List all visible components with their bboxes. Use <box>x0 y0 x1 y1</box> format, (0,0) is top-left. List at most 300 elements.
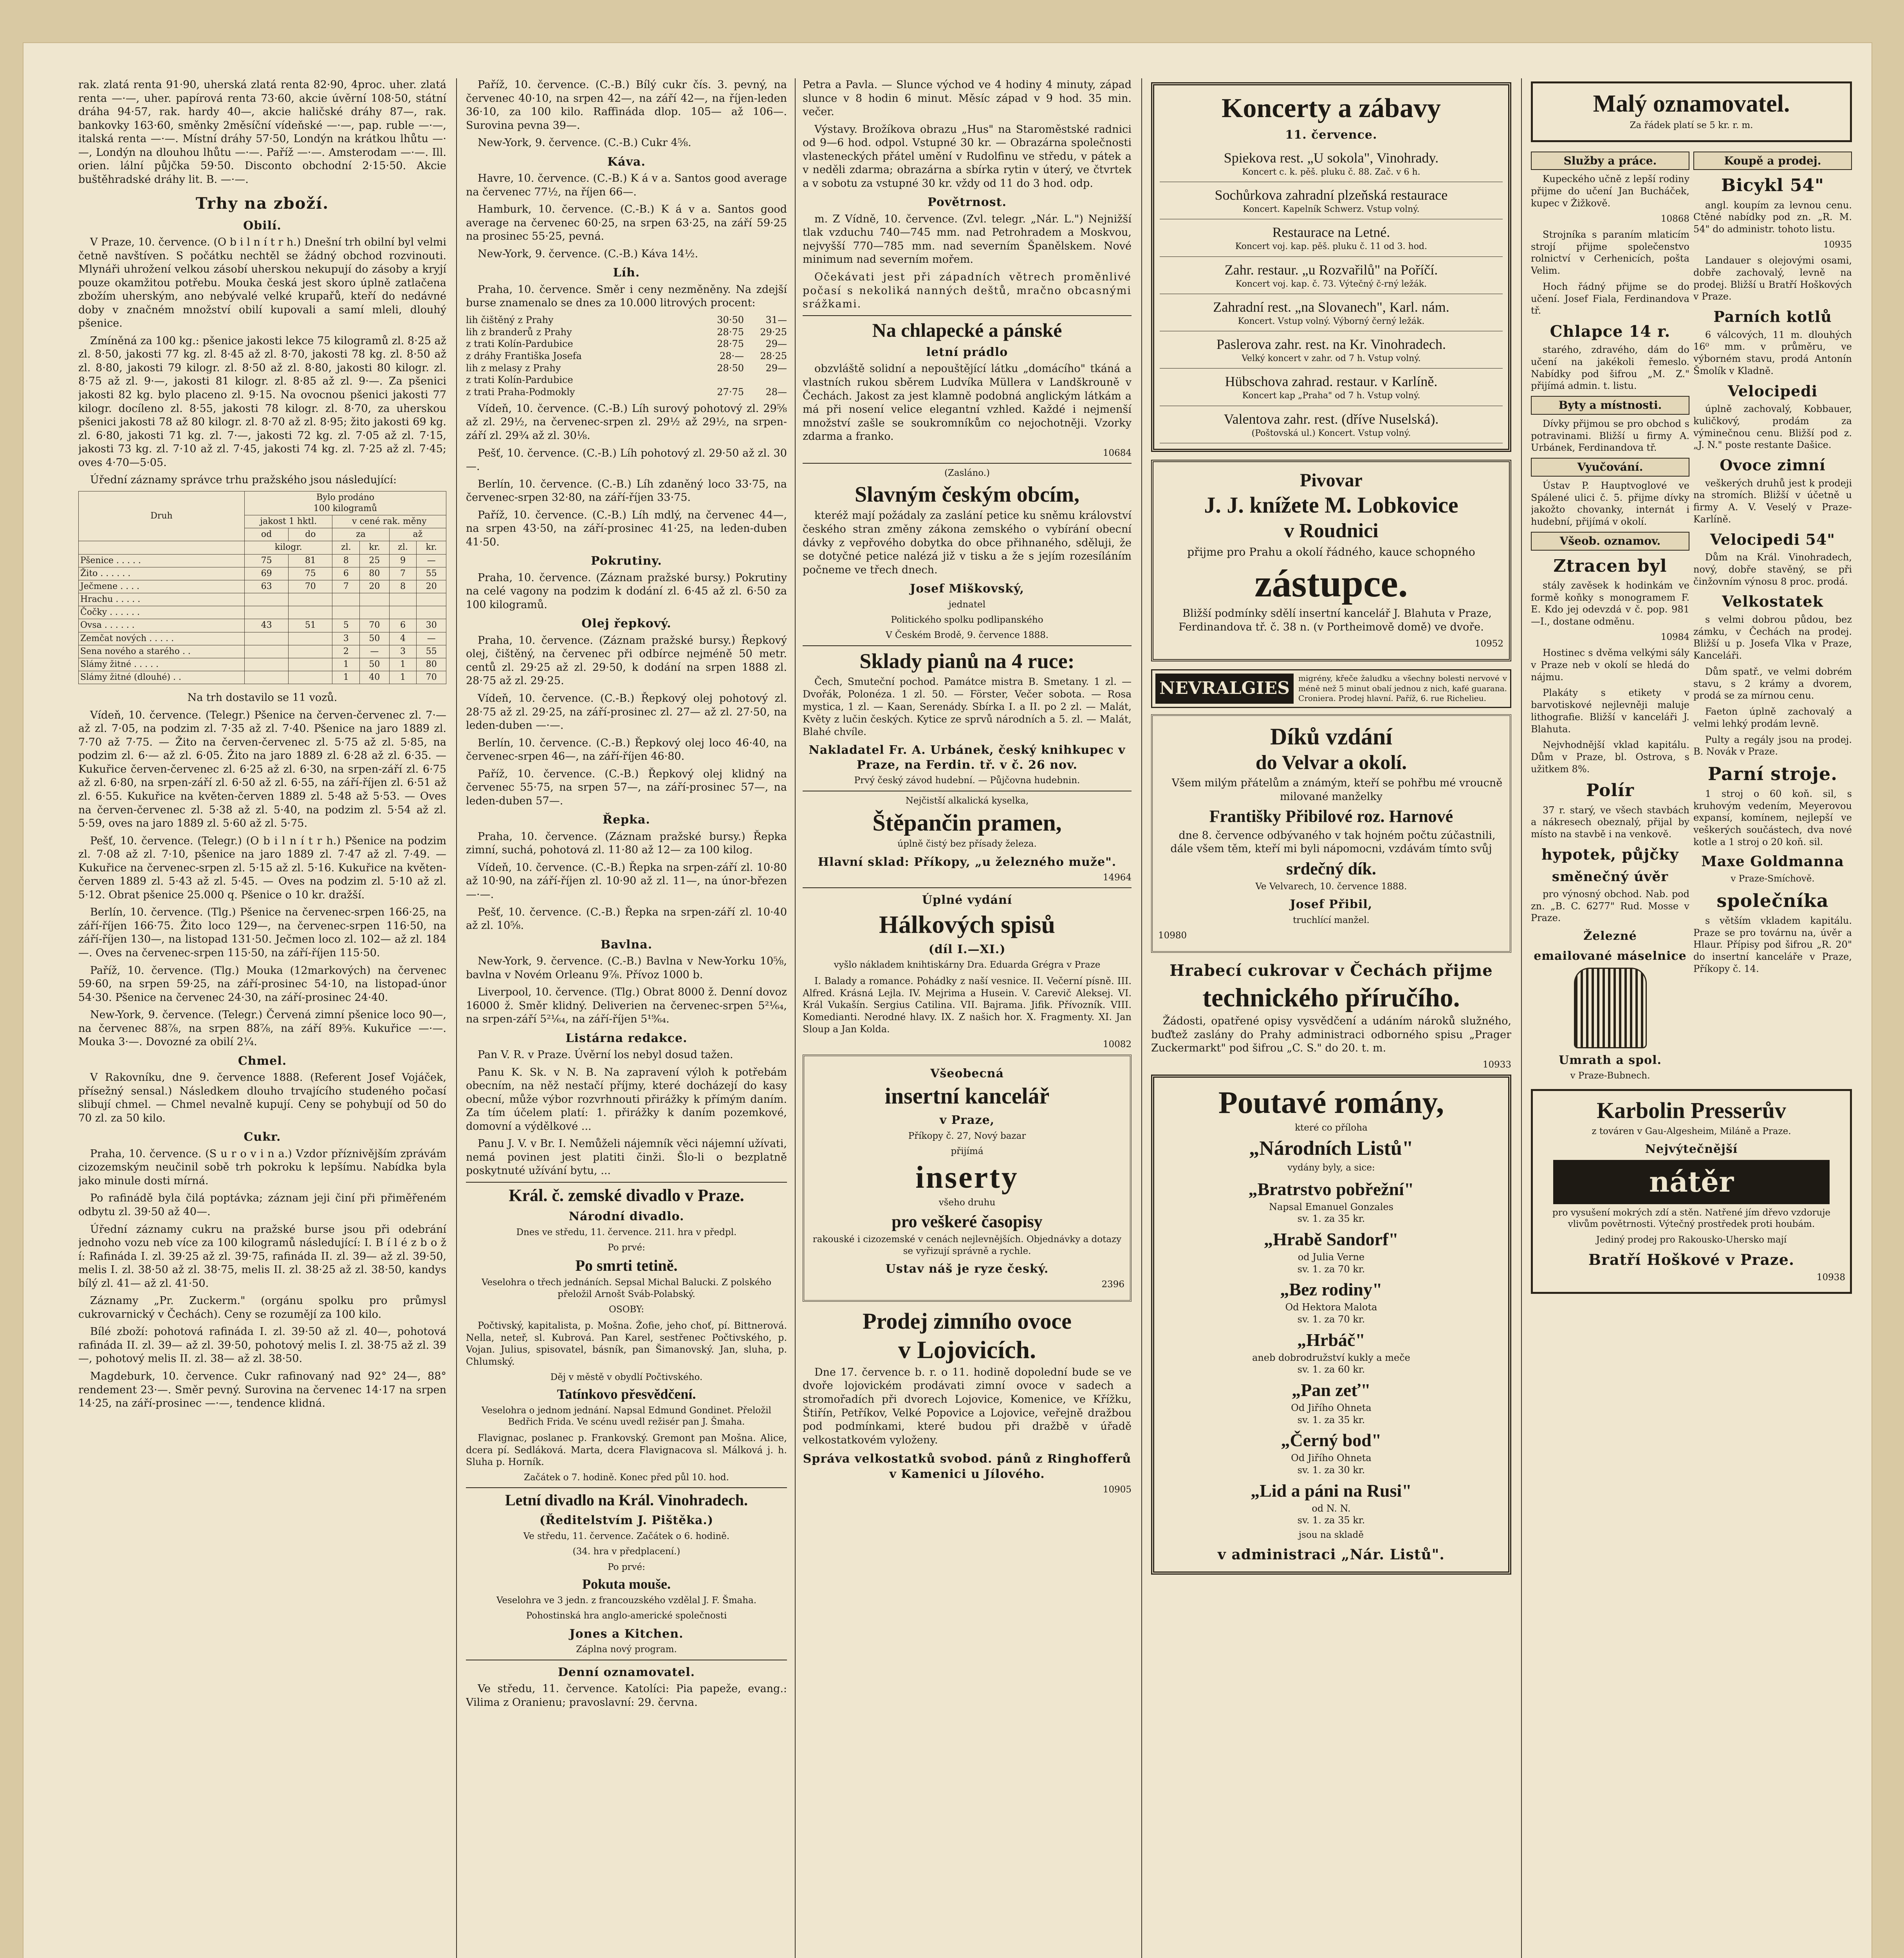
table-cell: 70 <box>417 671 446 684</box>
list-item-value: 27·75 <box>717 387 744 398</box>
table-header: kr. <box>360 541 389 554</box>
article-paragraph: Ve středu, 11. července. Katolíci: Pia papeže, evang.: Vilima z Oranienu; pravoslavní: 29. června. <box>466 1682 787 1709</box>
play-title: Pokuta mouše. <box>582 1576 671 1592</box>
ad-subheading: Nejčistší alkalická kyselka, <box>905 795 1029 806</box>
theatre-heading: Král. č. zemské divadlo v Praze. <box>509 1186 744 1205</box>
table-cell: Zemčat nových . . . . . <box>79 632 245 645</box>
list-item <box>466 338 787 350</box>
ad-text: vyšlo nákladem knihtiskárny Dra. Eduarda Grégra v Praze <box>834 960 1101 970</box>
article-paragraph: Úřední záznamy správce trhu pražského jsou následující: <box>90 474 397 486</box>
article-paragraph: Záznamy „Pr. Zuckerm." (orgánu spolku pro průmysl cukrovarnický v Čechách). Ceny se rozumějí za 100 kilo. <box>78 1295 446 1320</box>
article-paragraph: Hamburk, 10. července. (C.-B.) K á v a. Santos good average na červenec 60·25, na srpen 63·25, na září 59·25 na prosinec 55·25, pevná. <box>466 203 787 243</box>
category-label: Služby a práce. <box>1531 152 1689 170</box>
ad-text: všeho druhu <box>938 1198 996 1208</box>
list-item <box>466 386 787 398</box>
category-label: Všeob. oznamov. <box>1531 532 1689 551</box>
table-cell: Slámy žitné . . . . . <box>79 658 245 671</box>
ad-text: přijme pro Prahu a okolí řádného, kauce schopného <box>1187 545 1475 558</box>
column-market-reports <box>78 78 446 1958</box>
notice-name: Františky Přibilové roz. Harnové <box>1209 807 1453 826</box>
ad-text: jsou na skladě <box>1299 1530 1364 1540</box>
classified-ad: Landauer s olejovými osami, dobře zachovalý, levně na prodej. Bližší u Bratří Hoškových v Praze. <box>1693 255 1852 302</box>
table-cell: 50 <box>360 658 389 671</box>
article-paragraph: Pešť, 10. července. (C.-B.) Řepka na srpen-září zl. 10·40 až zl. 10⅝. <box>466 906 787 932</box>
article-paragraph: Liverpool, 10. července. (Tlg.) Obrat 8000 ž. Denní dovoz 16000 ž. Směr klidný. Deliverien na červenec-srpen 5²¹⁄₆₄, na srpen-září 5²¹⁄₆₄, na září-říjen 5¹⁹⁄₆₄. <box>466 986 787 1026</box>
table-cell <box>360 593 389 606</box>
theatre-subheading: Národní divadlo. <box>568 1210 684 1224</box>
theatre-date: Dnes ve středu, 11. července. 211. hra v předpl. <box>516 1227 737 1237</box>
table-row <box>79 554 446 567</box>
table-row <box>79 632 446 645</box>
article-paragraph: Vídeň, 10. července. (Telegr.) Pšenice na červen-červenec zl. 7·— až zl. 7·05, na podzim zl. 7·35 až zl. 7·40. Pšenice na jaro 1889 zl. 7·70 až 7·75. — Žito na červen-červenec zl. 5·75 až zl. 5·85, na podzim zl. 6·— až zl. 6·05. Žito na jaro 1889 zl. 6·28 až zl. 6·35. — Kukuřice červen-červenec zl. 6·25 až zl. 6·30, na srpen-září zl. 6·75 až zl. 6·80, na srpen-září zl. 6·50 až zl. 6·55, na září-říjen zl. 6·51 až zl. 6·55. Kukuřice na květen-červen 1889 zl. 5·48 až 5·53. — Oves na červen-červenec zl. 5·38 až zl. 5·40, na podzim zl. 5·54 až zl. 5·59, oves na jaro 1889 zl. 5·60 až zl. 5·75. <box>78 709 446 830</box>
venue-name: Zahradní rest. „na Slovanech", Karl. nám. <box>1213 299 1449 315</box>
ad-text: z továren v Gau-Algesheim, Miláně a Praze. <box>1592 1126 1791 1136</box>
classified-ad: stály zavěsek k hodinkám ve formě koňky s monogramem F. E. Kdo jej odevzdá v č. pop. 981—I., dostane odměnu. <box>1531 580 1689 627</box>
play-time: Začátek o 7. hodině. Konec před půl 10. hod. <box>524 1472 729 1483</box>
table-header <box>79 541 245 554</box>
table-cell <box>332 606 360 619</box>
ad-heading: Karbolin Presserův <box>1597 1097 1786 1123</box>
category-label: Koupě a prodej. <box>1693 152 1852 170</box>
classified-ad: Faeton úplně zachovalý a velmi lehký prodám levně. <box>1693 706 1852 729</box>
table-header: až <box>389 528 446 541</box>
novel-price: sv. 1. za 60 kr. <box>1297 1364 1365 1375</box>
ad-text: pro vysušení mokrých zdí a stěn. Natřené jím dřevo vzdoruje vlivům povětrnosti. Výtečný prostředek proti houbám. <box>1552 1207 1831 1230</box>
ad-heading: zástupce. <box>1254 562 1408 605</box>
ad-number: 10933 <box>1482 1059 1511 1070</box>
novel-price: sv. 1. za 35 kr. <box>1297 1414 1365 1425</box>
venue-name: Hübschova zahrad. restaur. v Karlíně. <box>1225 374 1438 390</box>
ad-heading: Prodej zimního ovoce <box>863 1308 1072 1334</box>
play-note: Záplna nový program. <box>576 1644 677 1655</box>
table-cell: Hrachu . . . . . <box>79 593 245 606</box>
divider <box>803 645 1132 646</box>
novel-price: sv. 1. za 35 kr. <box>1297 1213 1365 1225</box>
venue-list <box>1160 145 1503 443</box>
article-paragraph: Panu J. V. v Br. I. Nemůželi nájemník věci nájemní užívati, nemá povinen jest platiti činži. Šlo-li o bezplatně poskytnuté užívání bytu, ... <box>466 1138 787 1177</box>
ad-number: 10935 <box>1823 239 1852 250</box>
subheading-sugar: Cukr. <box>244 1130 281 1144</box>
ad-number: 2396 <box>1101 1279 1124 1290</box>
table-cell <box>244 606 288 619</box>
ad-heading: technického příručího. <box>1202 982 1460 1012</box>
table-cell: Pšenice . . . . . <box>79 554 245 567</box>
novel-author: aneb dobrodružství kukly a meče <box>1252 1352 1410 1363</box>
classified-ad: v Praze-Smíchově. <box>1731 873 1815 884</box>
article-paragraph: Bílé zboží: pohotová rafináda I. zl. 39·50 až zl. 40—, pohotová rafináda II. zl. 39— až zl. 39·50, pohotový melis I. zl. 38·75 až zl. 39—, pohotový melis II. zl. 38— až zl. 38·50. <box>78 1326 446 1365</box>
table-cell <box>289 645 332 658</box>
classified-ad: s velmi dobrou půdou, bez zámku, v Čechách na prodej. Bližší u p. Josefa Vlka v Praze, Kanceláři. <box>1693 614 1852 661</box>
table-header: v cené rak. měny <box>332 515 446 528</box>
theatre-subheading: (Ředitelstvím J. Pištěka.) <box>539 1514 714 1528</box>
ad-heading: Hálkových spisů <box>879 910 1055 938</box>
novel-title: „Lid a páni na Rusi" <box>1251 1480 1412 1501</box>
divider <box>466 1182 787 1183</box>
article-paragraph: Berlín, 10. července. (C.-B.) Líh zdaněný loco 33·75, na červenec-srpen 32·80, na září-říjen 33·75. <box>466 478 787 504</box>
ad-heading: NEVRALGIES <box>1155 674 1294 704</box>
table-cell: 7 <box>389 567 417 580</box>
novel-author: Od Hektora Malota <box>1285 1302 1377 1313</box>
ad-number: 10082 <box>1103 1039 1132 1050</box>
ad-text: které co příloha <box>1295 1123 1368 1133</box>
ad-text: úplně čistý bez přísady železa. <box>897 839 1037 849</box>
classified-heading: Polír <box>1586 780 1634 801</box>
list-item-value <box>701 374 744 386</box>
table-cell <box>244 645 288 658</box>
insert-office-ad <box>803 1055 1132 1302</box>
ad-heading: insertní kancelář <box>884 1083 1050 1109</box>
table-header: Bylo prodáno 100 kilogramů <box>244 491 446 515</box>
column-rule <box>1521 78 1522 1958</box>
list-item-value: 28·— <box>719 350 744 362</box>
notice-text: kteréž mají požádaly za zaslání petice ku sněmu království českého stran změny zákona zemského o vybírání obecní dávky z vepřového dobytka do obce přihnaného, sděluji, že se dotyčné petice nalézá již v tisku a že s jejím rozesíláním počneme ve třech dnech. <box>803 509 1132 576</box>
venue-description: Koncert. Vstup volný. Výborný černý ležák. <box>1238 316 1425 326</box>
table-row <box>79 645 446 658</box>
table-row <box>79 580 446 593</box>
venue-item <box>1160 219 1503 256</box>
venue-description: Koncert voj. kap. pěš. pluku č. 11 od 3. hod. <box>1235 242 1428 252</box>
novel-author: od N. N. <box>1312 1503 1351 1514</box>
theatre-heading: Letní divadlo na Král. Vinohradech. <box>505 1491 748 1509</box>
table-cell: 2 <box>332 645 360 658</box>
novel-author: Od Jiřího Ohneta <box>1291 1452 1372 1464</box>
ad-text: přijímá <box>951 1146 984 1157</box>
classified-ad: Strojníka s paraním mlaticím strojí přijme společenstvo rolnictví v Cerhenicích, pošta Velim. <box>1531 229 1689 276</box>
table-cell: 50 <box>360 632 389 645</box>
column-rule <box>456 78 457 1958</box>
ad-heading: nátěr <box>1553 1160 1830 1204</box>
article-paragraph: Paříž, 10. července. (C.-B.) Bílý cukr čís. 3. pevný, na červenec 40·10, na srpen 42—, na září 42—, na říjen-leden 36·10, za 100 kilo. Raffináda dlop. 105— až 106—. Surovina pevna 39—. <box>466 79 787 132</box>
table-cell <box>360 606 389 619</box>
classified-heading: Železné <box>1583 929 1637 943</box>
table-cell: 55 <box>417 567 446 580</box>
ad-subheading: Všeobecná <box>930 1066 1004 1080</box>
classified-ad: pro výnosný obchod. Nab. pod zn. „B. C. 6277" Rud. Mosse v Praze. <box>1531 888 1689 924</box>
venue-name: Valentova zahr. rest. (dříve Nuselská). <box>1224 411 1439 427</box>
table-cell: Ječmene . . . . <box>79 580 245 593</box>
list-item-label: lih z melasy z Prahy <box>466 362 561 374</box>
article-paragraph: Berlín, 10. července. (Tlg.) Pšenice na červenec-srpen 166·25, na září-říjen 166·75. Žito loco 129—, na červenec-srpen 116·50, na září-říjen 130—, na listopad 131·50. Ječmen loco zl. 102— až zl. 184—. Oves na červenec-srpen 115·50, na září-říjen 115·50. <box>78 906 446 959</box>
ad-heading: pro veškeré časopisy <box>892 1212 1043 1231</box>
venue-description: (Poštovská ul.) Koncert. Vstup volný. <box>1251 428 1411 438</box>
theatre-note: Po prvé: <box>608 1562 645 1572</box>
stock-quotes: rak. zlatá renta 91·90, uherská zlatá renta 82·90, 4proc. uher. zlatá renta —·—, uher. papírová renta 73·60, akcie úvěrní 108·50, státní dráha 94·57, rak. hardy 40—, akcie haličské dráhy 87—, rak. bankovky 163·60, směnky 2měsíční vídeňské —·—, pap. ruble —·—, italská renta —·—. Místní dráhy 57·50, Londýn na krátkou lhůtu —·—, Londýn na dlouhou lhůtu —·—. Paříž —·—. Amsterodam —·—. Ill. orien. lální půjčka 59·50. Disconto obchodní 2·15·50. Akcie buštěhradské dráhy lit. B. —·—. <box>78 79 446 186</box>
subheading-weather: Povětrnost. <box>928 195 1007 210</box>
column-rule <box>1141 78 1142 1958</box>
venue-item <box>1160 294 1503 331</box>
novel-title: „Bez rodiny" <box>1280 1279 1382 1300</box>
list-item-value <box>744 374 787 386</box>
novel-item <box>1160 1379 1503 1426</box>
play-note: Pohostinská hra anglo-americké společnosti <box>526 1611 727 1621</box>
classifieds-header <box>1531 81 1852 142</box>
ad-text: Jediný prodej pro Rakousko-Uhersko mají <box>1596 1234 1787 1245</box>
ad-heading: Štěpančin pramen, <box>872 810 1062 836</box>
ad-heading: inserty <box>915 1160 1019 1195</box>
article-paragraph: Na trh dostavilo se 11 vozů. <box>187 692 337 704</box>
classified-ad: Hoch řádný přijme se do učení. Josef Fiala, Ferdinandova tř. <box>1531 281 1689 316</box>
column-concerts-ads <box>1151 78 1511 1958</box>
classified-ad: 37 r. starý, ve všech stavbách a nákresech obeznalý, přijal by místo na stavbě i na venkově. <box>1531 804 1689 840</box>
table-cell: Slámy žitné (dlouhé) . . <box>79 671 245 684</box>
play-title: Tatínkovo přesvědčení. <box>557 1386 696 1402</box>
novel-author: Napsal Emanuel Gonzales <box>1269 1201 1393 1212</box>
ad-heading: v Lojovicích. <box>898 1335 1036 1364</box>
novel-title: „Černý bod" <box>1281 1430 1382 1450</box>
subheading-rapeseed: Řepka. <box>603 813 650 827</box>
ad-number: 10938 <box>1816 1272 1845 1282</box>
column-classifieds <box>1531 78 1852 1958</box>
ad-subheading: Pivovar <box>1300 470 1363 491</box>
novel-price: sv. 1. za 30 kr. <box>1297 1464 1365 1476</box>
table-cell: 6 <box>389 619 417 632</box>
subheading-grain: Obilí. <box>243 219 282 233</box>
article-paragraph: New-York, 9. července. (C.-B.) Káva 14½. <box>478 247 698 260</box>
novels-ad <box>1151 1075 1511 1575</box>
article-paragraph: Vídeň, 10. července. (C.-B.) Řepkový olej pohotový zl. 28·75 až zl. 29·25, na září-prosinec zl. 27— až zl. 27·50, na leden-duben —·—. <box>466 692 787 732</box>
novel-item <box>1160 1329 1503 1376</box>
novel-price: sv. 1. za 70 kr. <box>1297 1313 1365 1325</box>
guest-performers: Jones a Kitchen. <box>569 1627 684 1641</box>
list-item-value: 31— <box>765 314 787 325</box>
table-cell: 6 <box>332 567 360 580</box>
list-item <box>466 362 787 374</box>
article-paragraph: Zmíněná za 100 kg.: pšenice jakosti lekce 75 kilogramů zl. 8·25 až zl. 8·50, jakosti 77 kg. zl. 8·45 až zl. 8·70, jakosti 78 kg. zl. 8·50 až zl. 8·80, jakosti 79 kilogr. zl. 8·50 až zl. 8·80, jakosti 80 kilogr. zl. 8·75 až zl. 9·—, jakosti 81 kilogr. zl. 8·85 až zl. 9·—. Za pšenici jakosti 82 kg. bylo placeno zl. 9·15. Na ovocnou pšenici jakosti 77 kilogr. docíleno zl. 8·55, jakosti 78 kilogr. zl. 8·70, za uherskou pšenici jakosti 78 až 80 kilogr. zl. 8·70 až zl. 8·95; žito jakosti 69 kg. zl. 6·80, jakosti 71 kg. zl. 7·—, jakosti 72 kg. zl. 7·05 až zl. 7·15, jakosti 73 kg. zl. 7·10 až zl. 7·45, jakosti 74 kg. zl. 7·25 až zl. 7·45; oves 4·70—5·05. <box>78 334 446 469</box>
classified-ad: Nejvhodnější vklad kapitálu. Dům v Praze, bl. Ostrova, s užitkem 8%. <box>1531 739 1689 775</box>
table-cell: 3 <box>389 645 417 658</box>
ad-number: 10980 <box>1158 930 1187 941</box>
section-heading-commodities: Trhy na zboží. <box>195 194 329 213</box>
ad-address: v administraci „Nár. Listů". <box>1218 1546 1445 1563</box>
list-item-value: 28·50 <box>717 362 744 374</box>
classified-heading: hypotek, půjčky <box>1541 845 1679 863</box>
column-notices-ads <box>803 78 1132 1958</box>
play-description: Veselohra o třech jednáních. Sepsal Michal Balucki. Z polského přeložil Arnošt Sváb-Polabský. <box>481 1277 772 1299</box>
article-paragraph: Petra a Pavla. — Slunce východ ve 4 hodiny 4 minuty, západ slunce v 8 hodin 6 minut. Měsíc západ v 9 hod. 35 min. večer. <box>803 79 1132 118</box>
cast-list: Flavignac, poslanec p. Frankovský. Gremont pan Mošna. Alice, dcera pí. Sedláková. Marta, dcera Flavignacova sl. Málková j. h. Sluha p. Horník. <box>466 1432 787 1468</box>
table-cell: Čočky . . . . . . <box>79 606 245 619</box>
table-cell: 7 <box>332 580 360 593</box>
ad-text: Prvý český závod hudební. — Půjčovna hudebnin. <box>854 775 1080 786</box>
table-row <box>79 671 446 684</box>
venue-name: Restaurace na Letné. <box>1272 224 1390 240</box>
list-item-label: lih čištěný z Prahy <box>466 314 554 325</box>
classified-heading: Umrath a spol. <box>1559 1053 1662 1067</box>
table-header: jakost 1 hktl. <box>244 515 332 528</box>
ad-subheading: (díl I.—XI.) <box>928 943 1006 957</box>
column-rule <box>795 78 796 1958</box>
signature-title: truchlící manžel. <box>1293 915 1370 925</box>
ad-text: Bližší podmínky sdělí insertní kancelář J. Blahuta v Praze, Ferdinandova tř. č. 38 n. (v Portheimově domě) ve dvoře. <box>1178 607 1492 634</box>
venue-description: Koncert. Kapelník Schwerz. Vstup volný. <box>1243 204 1420 215</box>
table-cell <box>289 606 332 619</box>
ad-number: 10868 <box>1660 213 1689 224</box>
table-header: zl. <box>332 541 360 554</box>
article-paragraph: Praha, 10. července. (Záznam pražské bursy.) Řepka zimní, suchá, pohotová zl. 11·80 až 12— za 100 kilog. <box>466 830 787 856</box>
novel-item <box>1160 1178 1503 1225</box>
table-cell: 51 <box>289 619 332 632</box>
novel-title: „Hrbáč" <box>1297 1329 1365 1350</box>
table-cell <box>417 606 446 619</box>
theatre-note: Po prvé: <box>608 1243 645 1253</box>
article-paragraph: m. Z Vídně, 10. července. (Zvl. telegr. „Nár. L.") Nejnižší tlak vzduchu 740—745 mm. nad Petrohradem a Moskvou, nejvyšší 770—785 mm. nad severním Španělskem. Nové minimum nad severním mořem. <box>803 213 1132 266</box>
table-cell: 20 <box>417 580 446 593</box>
venue-description: Koncert voj. kap. č. 73. Výtečný č-rný ležák. <box>1235 279 1427 289</box>
ad-text: rakouské i cizozemské v cenách nejlevnějších. Objednávky a dotazy se vyřizují správně a rychle. <box>812 1234 1122 1256</box>
list-item-label: z trati Praha-Podmokly <box>466 387 575 398</box>
classifieds-rate: Za řádek platí se 5 kr. r. m. <box>1630 120 1753 131</box>
classified-heading: Maxe Goldmanna <box>1701 853 1844 870</box>
concerts-date: 11. července. <box>1285 128 1377 142</box>
butter-churn-illustration <box>1574 968 1647 1048</box>
classified-ad: Pulty a regály jsou na prodej. B. Novák v Praze. <box>1693 734 1852 757</box>
notice-heading: do Velvar a okolí. <box>1255 751 1407 774</box>
table-header: kilogr. <box>244 541 332 554</box>
table-row <box>79 619 446 632</box>
venue-name: Spiekova rest. „U sokola", Vinohrady. <box>1224 150 1439 166</box>
notice-date: V Českém Brodě, 9. července 1888. <box>885 630 1049 641</box>
table-cell <box>389 606 417 619</box>
table-cell: Sena nového a starého . . <box>79 645 245 658</box>
article-paragraph: Praha, 10. července. (Záznam pražské bursy.) Pokrutiny na celé vagony na podzim k dodání zl. 6·45 až zl. 6·50 za 100 kilogramů. <box>466 571 787 611</box>
article-paragraph: Výstavy. Brožíkova obrazu „Hus" na Staroměstské radnici od 9—6 hod. odpol. Vstupné 30 kr. — Obrazárna společnosti vlasteneckých přátel umění v Rudolfinu ve středu, v pátek a v neděli zdarma; obrazárna a sbírka rytin v úterý, ve čtvrtek a v sobotu za vstupné 30 kr. vždy od 11 do 3 hod. odp. <box>803 123 1132 190</box>
play-setting: Děj v městě v obydlí Počtivského. <box>550 1372 703 1382</box>
subheading-spirits: Líh. <box>613 266 640 280</box>
signature-title: jednatel <box>948 599 986 610</box>
notice-text: Všem milým přátelům a známým, kteří se pohřbu mé vroucně milované manželky <box>1171 777 1503 803</box>
venue-item <box>1160 406 1503 443</box>
subheading-rapeseed-oil: Olej řepkový. <box>581 617 671 631</box>
article-paragraph: V Rakovníku, dne 9. července 1888. (Referent Josef Vojáček, přísežný sensal.) Následkem dlouho trvajícího studeného počasí slibují chmel. — Chmel nevalně kupují. Ceny se pohybují od 50 do 70 zl. za 50 kilo. <box>78 1071 446 1124</box>
classifieds-grid <box>1531 148 1852 1086</box>
venue-name: Zahr. restaur. „u Rozvařilů" na Poříčí. <box>1224 262 1438 278</box>
list-item-value: 28·25 <box>760 350 787 362</box>
table-header: zl. <box>389 541 417 554</box>
table-row <box>79 658 446 671</box>
table-cell <box>289 632 332 645</box>
classified-ad: v Praze-Bubnech. <box>1570 1071 1650 1081</box>
article-paragraph: Úřední záznamy cukru na pražské burse jsou při odebrání jednoho vozu neb více za 100 kilogramů následující: I. B í l é z b o ž í: Rafináda I. zl. 39·25 až zl. 39·75, rafináda II. zl. 39— až zl. 39·50, melis I. zl. 38·50 až zl. 38·75, melis II. zl. 38·25 až zl. 38·50, kandys bílý zl. 41— až zl. 41·50. <box>78 1223 446 1290</box>
article-paragraph: Praha, 10. července. (Záznam pražské bursy.) Řepkový olej, čištěný, na červenec při odbírce nejméně 50 metr. centů zl. 29·25 až zl. 29·50, k dodání na srpen 1888 zl. 28·75 až zl. 29·25. <box>466 634 787 687</box>
table-cell: Žito . . . . . . <box>79 567 245 580</box>
subheading-cotton: Bavlna. <box>600 937 653 952</box>
signature-title: Politického spolku podlipanského <box>891 615 1043 625</box>
classified-ad: Plakáty s etikety v barvotiskové nejlevněji maluje lithografie. Bližší v kanceláři J. Blahuta. <box>1531 687 1689 735</box>
notice-date: Ve Velvarech, 10. července 1888. <box>1255 881 1407 892</box>
table-cell <box>332 593 360 606</box>
ad-text: Čech, Smuteční pochod. Památce mistra B. Smetany. 1 zl. — Dvořák, Polonéza. 1 zl. 50. — Förster, Večer sobota. — Rosa mystica, 1 zl. — Kaan, Serenády. Sbírka I. a II. po 2 zl. — Malát, Květy z lučin českých. Kytice ze sprvů národních a 5. zl. — Malát, Blahé chvíle. <box>803 676 1132 737</box>
article-paragraph: Paříž, 10. července. (C.-B.) Řepkový olej klidný na červenec 55·75, na srpen 57—, na září-prosinec 57—, na leden-duben 57—. <box>466 768 787 807</box>
table-cell: 5 <box>332 619 360 632</box>
table-cell: — <box>417 554 446 567</box>
table-cell: 1 <box>389 671 417 684</box>
table-cell: 70 <box>289 580 332 593</box>
classified-ad: s větším vkladem kapitálu. Praze se pro továrnu na, úvěr a Hlaur. Přípisy pod šifrou „R. 20" do insertní kanceláře v Praze, Příkopy č. 14. <box>1693 915 1852 974</box>
ad-address: Příkopy č. 27, Nový bazar <box>908 1131 1026 1141</box>
classified-heading: směnečný úvěr <box>1552 869 1669 885</box>
play-description: Veselohra o jednom jednání. Napsal Edmund Gondinet. Přeložil Bedřich Frida. Ve scénu uvedl režisér pan J. Šmaha. <box>482 1405 771 1427</box>
venue-item <box>1160 182 1503 219</box>
article-paragraph: Po rafinádě byla čilá poptávka; záznam jeji činí při přiměřeném odbytu zl. 39·50 až 40—. <box>78 1192 446 1218</box>
classified-ad: úplně zachovalý, Kobbauer, kuličkový, prodám za výminečnou cenu. Bližší pod z. „J. N." poste restante Dašice. <box>1693 403 1852 451</box>
divider <box>466 1487 787 1488</box>
table-cell: 20 <box>360 580 389 593</box>
classified-ad: 6 válcových, 11 m. dlouhých 16⁰ mm. v průměru, ve výborném stavu, prodá Antonín Šmolík v Kladně. <box>1693 329 1852 376</box>
theatre-note: (34. hra v předplacení.) <box>572 1546 680 1557</box>
venue-item <box>1160 145 1503 182</box>
table-cell: 75 <box>244 554 288 567</box>
ad-heading: Na chlapecké a pánské <box>872 319 1062 341</box>
divider <box>803 887 1132 888</box>
list-item-value: 29·25 <box>760 326 787 338</box>
classified-ad: veškerých druhů jest k prodeji na stromích. Bližší v účetně u firmy A. V. Veselý v Praze-Karlíně. <box>1693 477 1852 525</box>
classified-heading: Ovoce zimní <box>1720 456 1826 474</box>
table-cell: 8 <box>389 580 417 593</box>
table-cell: 25 <box>360 554 389 567</box>
classified-heading: Velkostatek <box>1722 592 1823 611</box>
table-cell: 80 <box>360 567 389 580</box>
ad-signature: Bratří Hoškové v Praze. <box>1588 1250 1795 1268</box>
article-paragraph: V Praze, 10. července. (O b i l n í t r h.) Dnešní trh obilní byl velmi četně navštíven. S počátku nechtěl se žádný obchod rozvinouti. Mlynáři uhrožení velkou zásobí uherskou nekupují do zásoby a kryjí pouze okamžitou potřebu. Mouka česká jest skoro úplně zatlačena zbožím uherským, ano nebývalé velké krupařů, kteří do nedávné doby v značném množství obilí kupovali a samí mleli, dlouhý pšenice. <box>78 236 446 330</box>
ad-number: 14964 <box>1103 872 1132 883</box>
table-cell <box>244 593 288 606</box>
venue-name: Sochůrkova zahradní plzeňská restaurace <box>1215 187 1448 203</box>
article-paragraph: Pešť, 10. července. (Telegr.) (O b i l n í t r h.) Pšenice na podzim zl. 7·08 až zl. 7·10, pšenice na jaro 1889 zl. 7·47 až zl. 7·49. — Kukuřice na červenec-srpen zl. 5·15 až zl. 5·16. Kukuřice na květen-červen 1889 zl. 5·43 až zl. 5·45. — Oves na podzim zl. 5·10 až zl. 5·12. Obrat pšenice 25.000 q. Pšenice o 10 kr. dražší. <box>78 834 446 901</box>
novel-title: „Hrabě Sandorf" <box>1264 1229 1399 1250</box>
venue-description: Koncert c. k. pěš. pluku č. 88. Zač. v 6 h. <box>1242 167 1420 177</box>
table-cell: 75 <box>289 567 332 580</box>
classified-heading: Parních kotlů <box>1713 308 1832 326</box>
table-row <box>79 567 446 580</box>
ad-heading: Poutavé romány, <box>1218 1086 1444 1120</box>
ad-heading: „Národních Listů" <box>1249 1137 1413 1160</box>
classified-ad: Dům na Král. Vinohradech, nový, dobře stavěný, se při činžovním výnosu 8 proc. prodá. <box>1693 552 1852 587</box>
list-item-label: lih z branderů z Prahy <box>466 326 572 338</box>
notice-heading: Slavným českým obcím, <box>855 482 1079 507</box>
list-item-label: z trati Kolín-Pardubice <box>466 338 573 350</box>
ad-number: 10684 <box>1103 448 1132 458</box>
article-paragraph: New-York, 9. července. (Telegr.) Červená zimní pšenice loco 90—, na červenec 88⅞, na srpen 88⅞, na září 89⅝. Kukuřice —·—. Mouka 3·—. Dovozné za obilí 2¼. <box>78 1009 446 1048</box>
venue-item <box>1160 368 1503 406</box>
table-cell <box>244 632 288 645</box>
list-item-value: 28·75 <box>717 326 744 338</box>
table-header: od <box>244 528 288 541</box>
table-cell <box>244 671 288 684</box>
table-header: do <box>289 528 332 541</box>
novel-item <box>1160 1479 1503 1526</box>
article-paragraph: New-York, 9. července. (C.-B.) Bavlna v New-Yorku 10⅝, bavlna v Novém Orleanu 9⅞. Přívoz 1000 b. <box>466 955 787 981</box>
cast-list: Počtivský, kapitalista, p. Mošna. Žofie, jeho choť, pí. Bittnerová. Nella, neteř, sl. Kubrová. Pan Karel, sestřenec Počtivského, p. Vojan. Julius, spisovatel, básník, pan Šimanovský. Jan, sluha, p. Chlumský. <box>466 1320 787 1367</box>
list-item-value: 28— <box>765 387 787 398</box>
classified-ad: Hostinec s dvěma velkými sály v Praze neb v okolí se hledá do nájmu. <box>1531 647 1689 683</box>
play-description: Veselohra ve 3 jedn. z francouzského vzdělal J. F. Šmaha. <box>496 1595 757 1606</box>
article-paragraph: Vídeň, 10. července. (C.-B.) Líh surový pohotový zl. 29⅝ až zl. 29½, na červenec-srpen zl. 29½ až 29½, na srpen-září zl. 29¾ až zl. 30⅛. <box>466 402 787 442</box>
nevralgies-ad <box>1151 669 1511 708</box>
ad-number: 10984 <box>1660 632 1689 642</box>
table-cell: 1 <box>389 658 417 671</box>
ad-publisher: Nakladatel Fr. A. Urbánek, český knihkupec v Praze, na Ferdin. tř. v č. 26 nov. <box>809 743 1126 772</box>
classified-heading: společníka <box>1716 890 1829 911</box>
classifieds-left <box>1531 148 1689 1086</box>
table-cell: 55 <box>417 645 446 658</box>
table-cell: 81 <box>289 554 332 567</box>
ad-signature: Správa velkostatků svobod. pánů z Ringhofferů v Kamenici u Jílového. <box>803 1452 1132 1481</box>
list-item <box>466 314 787 326</box>
cast-heading: OSOBY: <box>608 1304 644 1315</box>
table-cell: 43 <box>244 619 288 632</box>
ad-subheading: Nejvýtečnější <box>1645 1142 1738 1156</box>
venue-description: Velký koncert v zahr. od 7 h. Vstup volný. <box>1242 354 1421 364</box>
